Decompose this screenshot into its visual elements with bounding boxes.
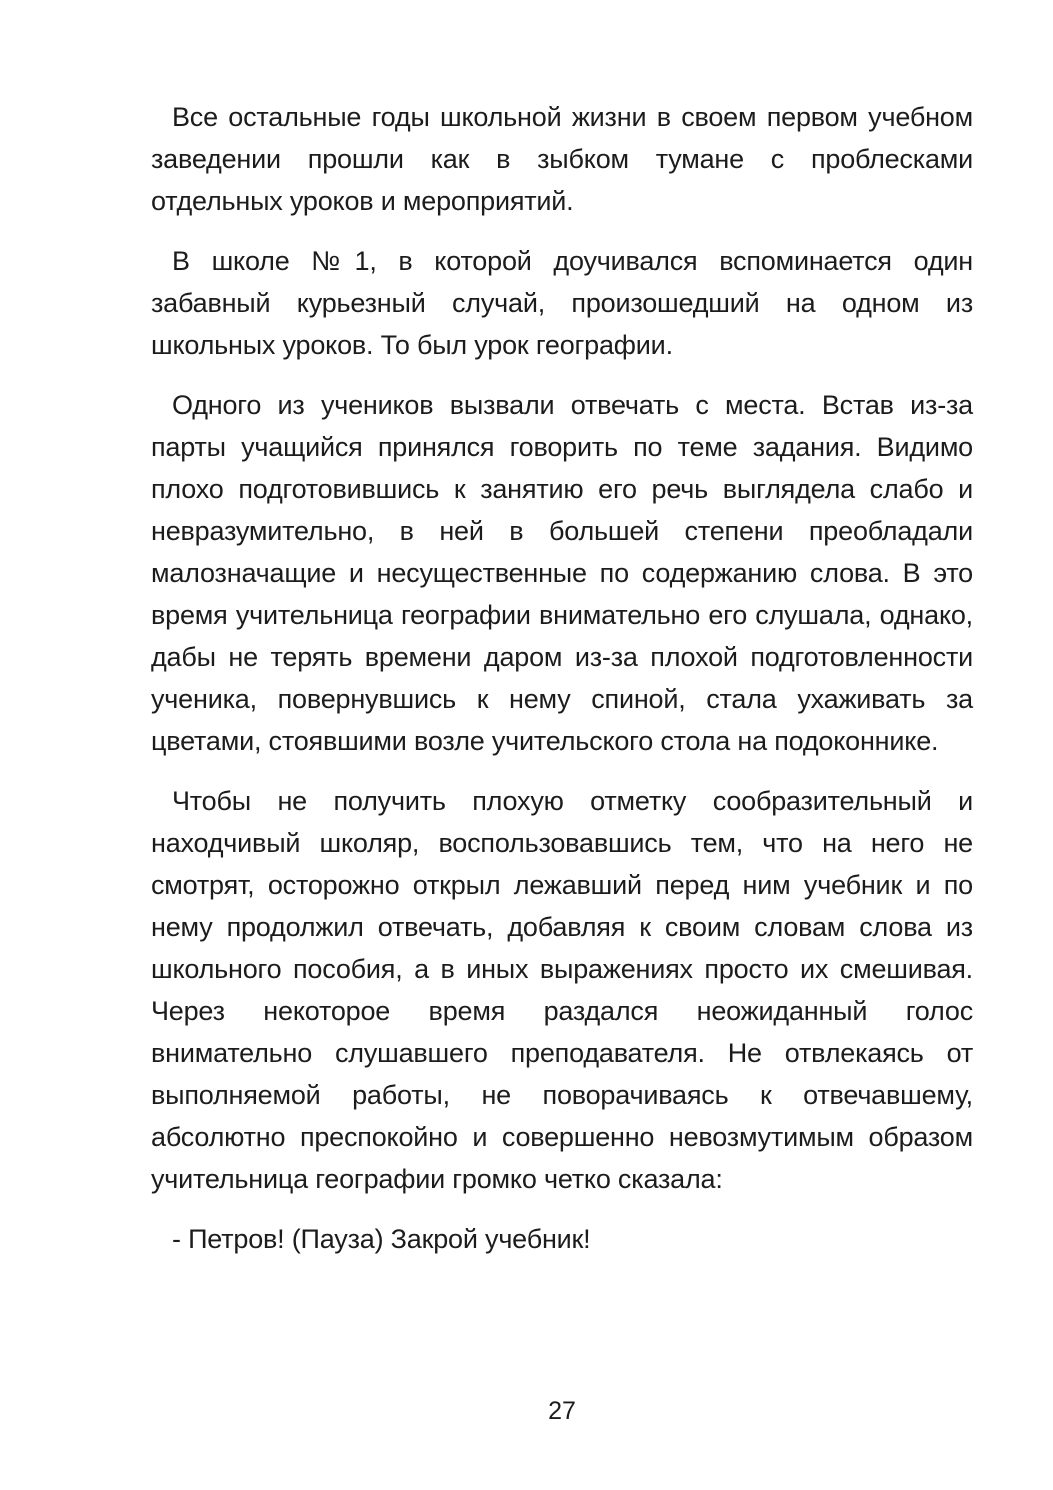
paragraph-1: Все остальные годы школьной жизни в своем первом учебном заведении прошли как в зыбком тумане с проблесками отдельных уроков и мероприятий.	[151, 102, 973, 216]
page-number: 27	[548, 1397, 576, 1425]
text-block	[151, 96, 973, 1278]
paragraph-4: Чтобы не получить плохую отметку сообразительный и находчивый школяр, воспользовавшись тем, что на него не смотрят, осторожно открыл лежавший перед ним учебник и по нему продолжил отвечать, добавляя к своим словам слова из школьного пособия, а в иных выражениях просто их смешивая. Через некоторое время раздался неожиданный голос внимательно слушавшего преподавателя. Не отвлекаясь от выполняемой работы, не поворачиваясь к отвечавшему, абсолютно преспокойно и совершенно невозмутимым образом учительница географии громко четко сказала:	[151, 786, 973, 1194]
paragraph-3: Одного из учеников вызвали отвечать с места. Встав из-за парты учащийся принялся говорить по теме задания. Видимо плохо подготовившись к занятию его речь выглядела слабо и невразумительно, в ней в большей степени преобладали малозначащие и несущественные по содержанию слова. В это время учительница географии внимательно его слушала, однако, дабы не терять времени даром из-за плохой подготовленности ученика, повернувшись к нему спиной, стала ухаживать за цветами, стоявшими возле учительского стола на подоконнике.	[151, 390, 973, 756]
page-footer	[151, 1396, 973, 1426]
paragraph-2: В школе №1, в которой доучивался вспоминается один забавный курьезный случай, произошедший на одном из школьных уроков. То был урок географии.	[151, 246, 973, 360]
dialogue-line: - Петров! (Пауза) Закрой учебник!	[172, 1224, 591, 1254]
